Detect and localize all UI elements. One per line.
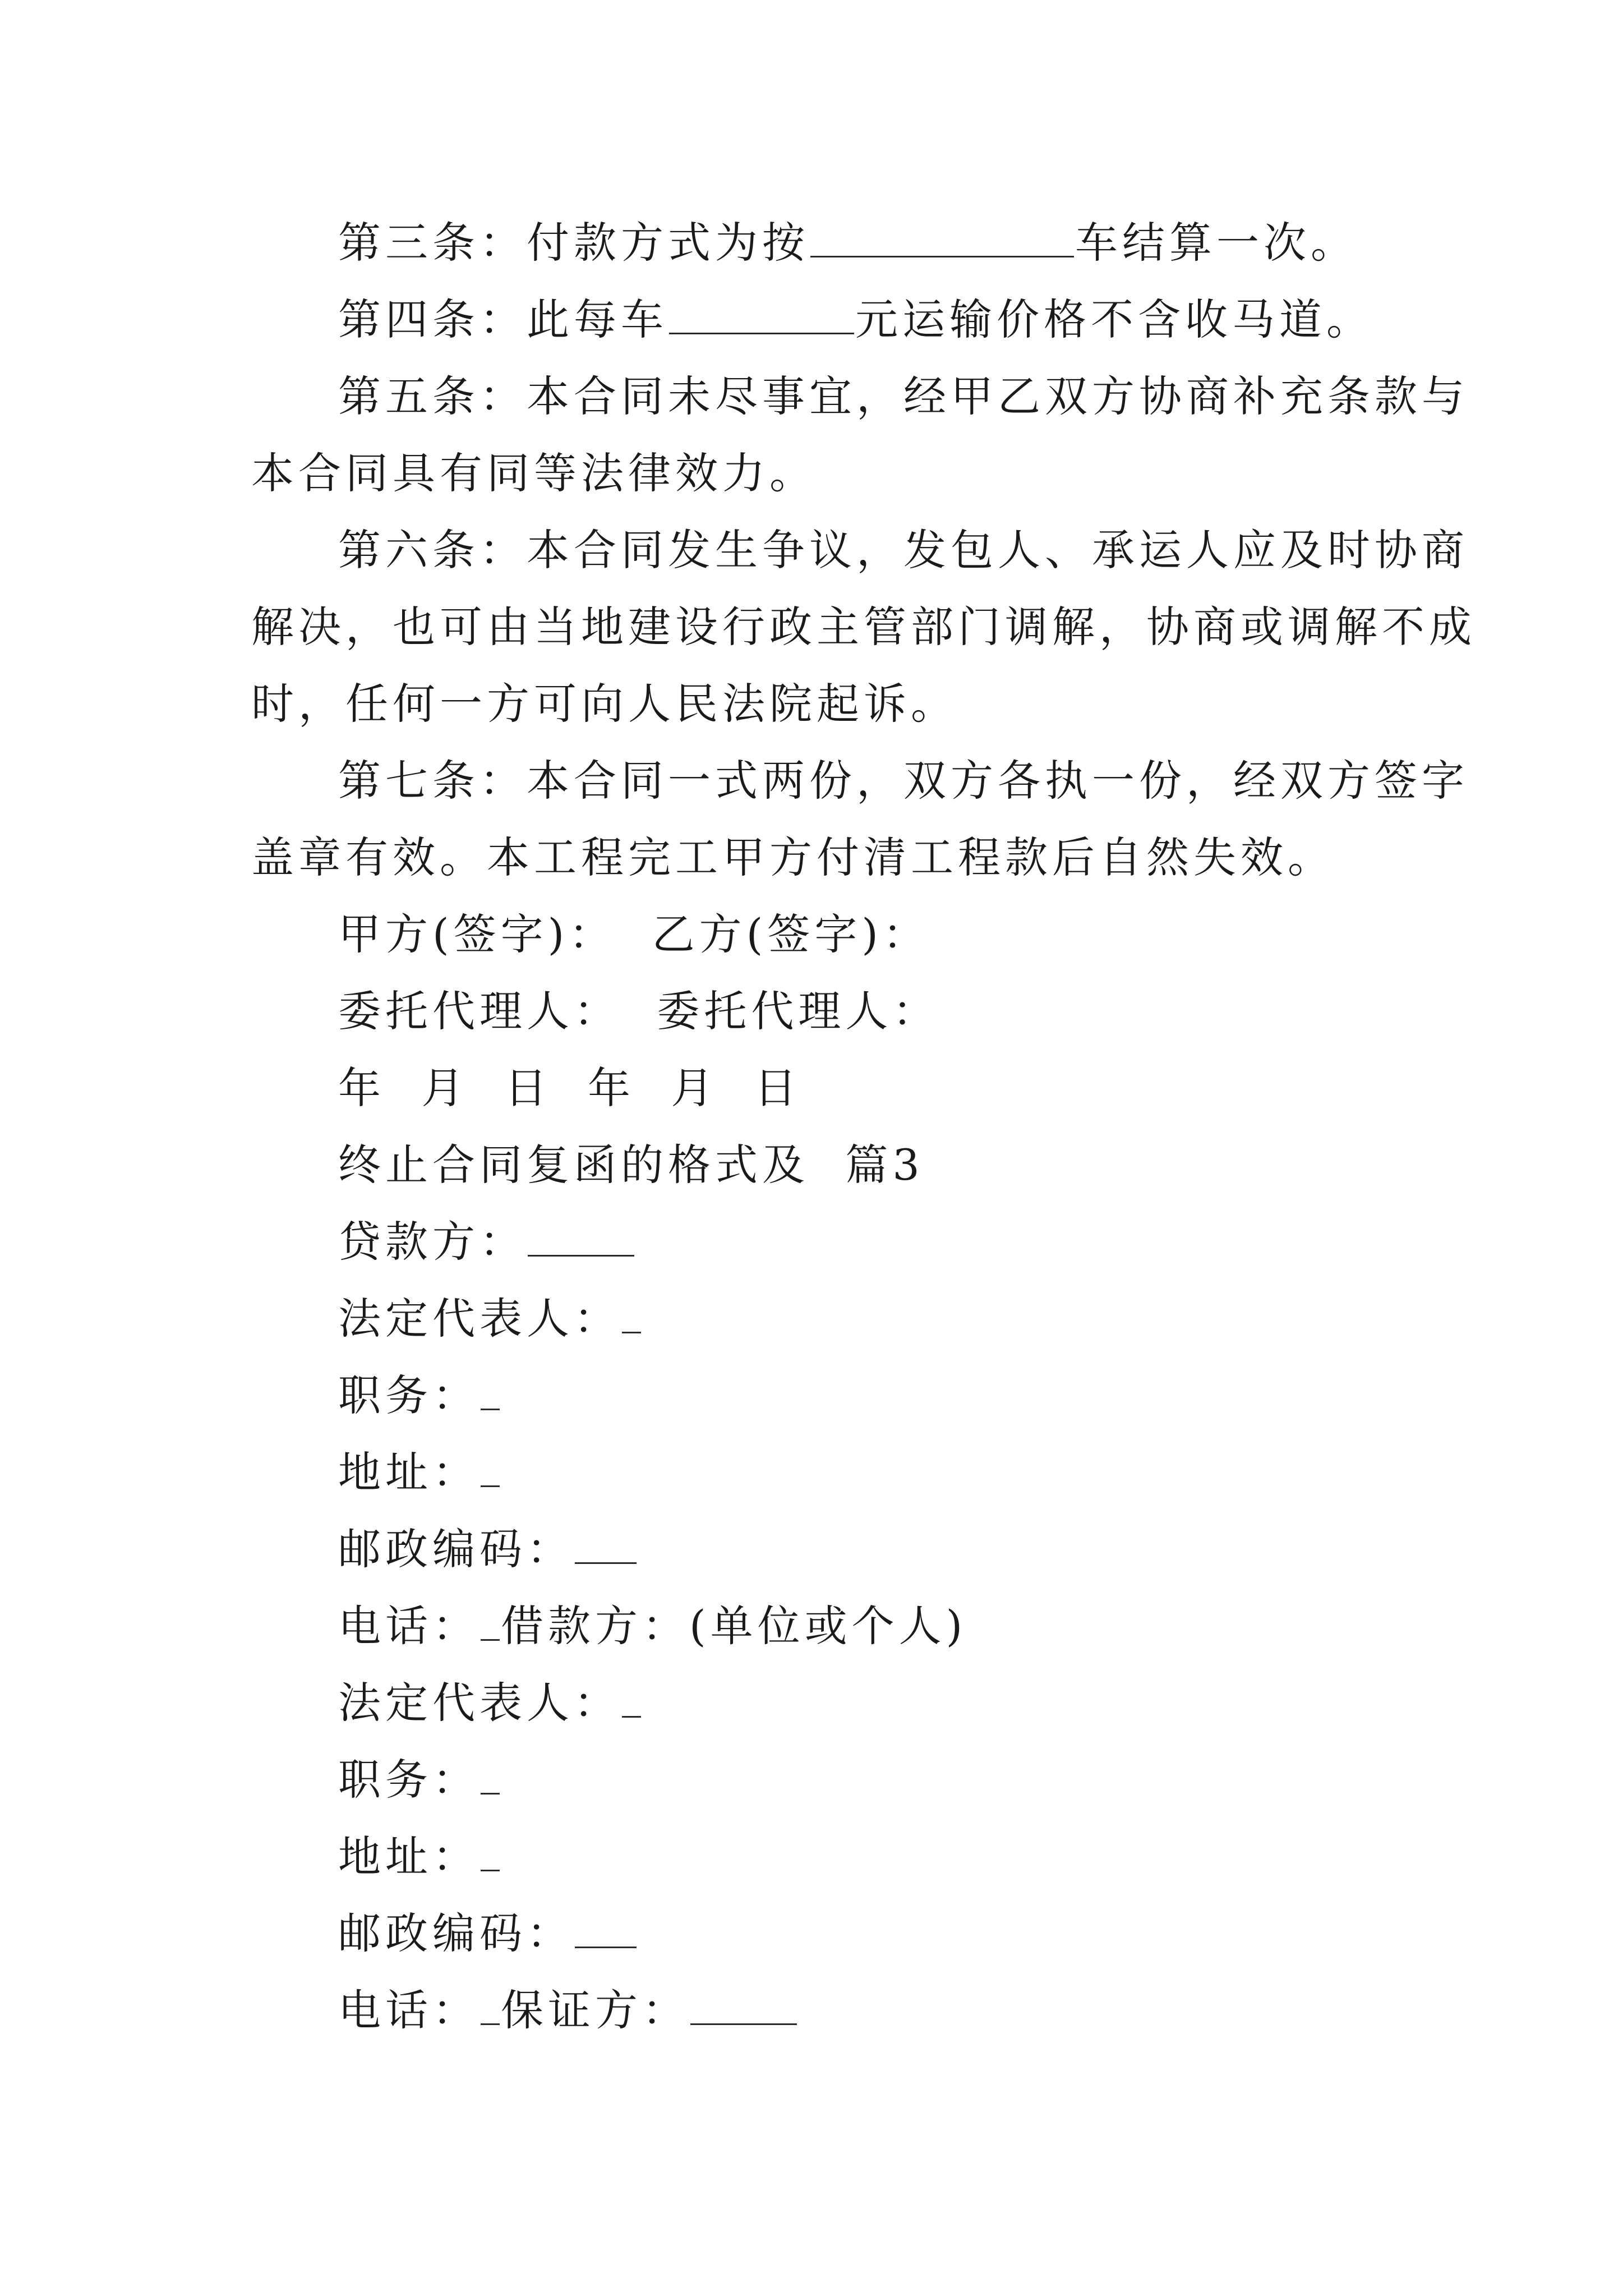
article-3-text-start: 第三条：付款方式为按 xyxy=(338,218,809,268)
post-blank-2 xyxy=(481,1758,500,1795)
article-4-blank xyxy=(669,298,854,334)
article-5-line-1: 第五条：本合同未尽事宜，经甲乙双方协商补充条款与 xyxy=(338,371,1469,421)
article-4-text-start: 第四条：此每车 xyxy=(338,295,668,344)
guarantor-label: 保证方： xyxy=(501,1985,689,2035)
post-line-2 xyxy=(338,1752,501,1808)
address-label-2: 地址： xyxy=(338,1832,479,1881)
article-3-text-end: 车结算一次。 xyxy=(1075,218,1358,268)
lender-blank xyxy=(528,1220,634,1257)
phone-label-2: 电话： xyxy=(338,1985,479,2035)
phone-label-1: 电话： xyxy=(338,1601,479,1651)
address-blank-2 xyxy=(481,1835,500,1871)
legal-rep-line-2 xyxy=(338,1675,642,1731)
article-6-line-1: 第六条：本合同发生争议，发包人、承运人应及时协商 xyxy=(338,525,1469,575)
zip-line-1 xyxy=(338,1521,638,1577)
article-6-line-2: 解决，也可由当地建设行政主管部门调解，协商或调解不成 xyxy=(251,602,1476,652)
address-line-2 xyxy=(338,1829,501,1885)
zip-label-2: 邮政编码： xyxy=(338,1908,574,1958)
zip-blank-2 xyxy=(575,1912,637,1948)
borrower-label: 借款方：(单位或个人) xyxy=(501,1601,967,1651)
article-5-line-2: 本合同具有同等法律效力。 xyxy=(251,448,817,498)
article-4-text-end: 元运输价格不含收马道。 xyxy=(855,295,1373,344)
legal-rep-label-2: 法定代表人： xyxy=(338,1678,621,1728)
phone-blank-1 xyxy=(481,1604,500,1641)
phone-line-1 xyxy=(338,1598,967,1654)
phone-blank-2 xyxy=(481,1989,500,2025)
post-blank-1 xyxy=(481,1374,500,1410)
date-line: 年 月 日 年 月 日 xyxy=(338,1063,801,1113)
lender-line xyxy=(338,1214,635,1270)
phone-line-2 xyxy=(338,1982,798,2039)
legal-rep-blank-2 xyxy=(622,1681,641,1718)
zip-line-2 xyxy=(338,1906,638,1962)
legal-rep-line-1 xyxy=(338,1291,642,1347)
section-heading: 终止合同复函的格式及 篇3 xyxy=(338,1140,924,1190)
article-7-line-2: 盖章有效。本工程完工甲方付清工程款后自然失效。 xyxy=(251,832,1335,882)
agent-line: 委托代理人： 委托代理人： xyxy=(338,986,940,1036)
post-line-1 xyxy=(338,1368,501,1424)
legal-rep-label-1: 法定代表人： xyxy=(338,1294,621,1343)
article-7-line-1: 第七条：本合同一式两份，双方各执一份，经双方签字 xyxy=(338,756,1469,806)
post-label-2: 职务： xyxy=(338,1755,479,1805)
post-label-1: 职务： xyxy=(338,1370,479,1420)
article-3-line xyxy=(338,215,1358,271)
zip-label-1: 邮政编码： xyxy=(338,1524,574,1574)
zip-blank-1 xyxy=(575,1527,637,1564)
address-blank-1 xyxy=(481,1451,500,1487)
article-6-line-3: 时，任何一方可向人民法院起诉。 xyxy=(251,679,958,729)
article-4-line xyxy=(338,292,1373,348)
address-label-1: 地址： xyxy=(338,1447,479,1497)
article-3-blank xyxy=(810,221,1074,257)
signature-line: 甲方(签字)： 乙方(签字)： xyxy=(338,909,930,959)
address-line-1 xyxy=(338,1444,501,1501)
guarantor-blank xyxy=(690,1989,797,2025)
lender-label: 贷款方： xyxy=(338,1217,527,1267)
legal-rep-blank-1 xyxy=(622,1297,641,1333)
